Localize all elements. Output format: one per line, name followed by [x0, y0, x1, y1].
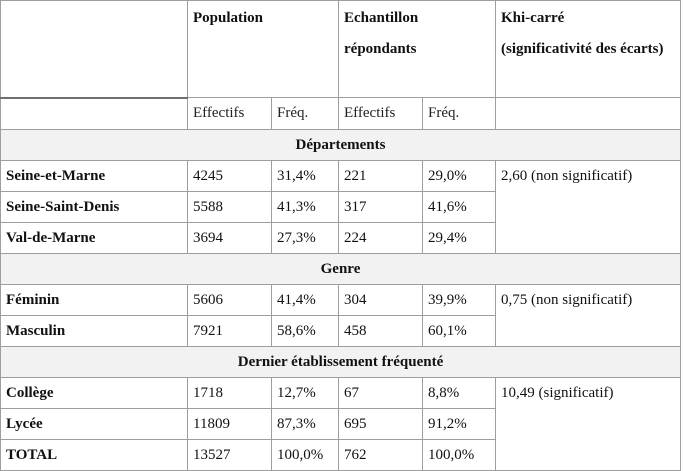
header-sample — [339, 1, 496, 98]
ech-effectifs-cell: 67 — [339, 377, 423, 408]
ech-freq-cell: 100,0% — [423, 439, 496, 470]
header-population-label: Population — [193, 10, 264, 26]
ech-effectifs-cell: 458 — [339, 315, 423, 346]
subheader-ech-freq: Fréq. — [423, 98, 496, 130]
pop-effectifs-cell: 11809 — [188, 408, 272, 439]
ech-freq-cell: 41,6% — [423, 191, 496, 222]
header-khi-line2a: (significativité — [501, 41, 592, 57]
header-population — [188, 1, 339, 98]
ech-effectifs-cell: 695 — [339, 408, 423, 439]
row-label: Seine-et-Marne — [1, 160, 188, 191]
header-corner-cell — [1, 1, 188, 98]
ech-effectifs-cell: 317 — [339, 191, 423, 222]
section-title: Départements — [1, 129, 681, 160]
section-title: Dernier établissement fréquenté — [1, 346, 681, 377]
table-row — [1, 160, 681, 191]
section-title: Genre — [1, 253, 681, 284]
header-khi-line2 — [501, 41, 620, 57]
khi-cell: 0,75 (non significatif) — [496, 284, 681, 346]
pop-freq-cell: 12,7% — [272, 377, 339, 408]
header-khi-line2b: des — [595, 41, 617, 57]
ech-effectifs-cell: 762 — [339, 439, 423, 470]
header-sample-line1: Echantillon — [344, 10, 419, 26]
ech-freq-cell: 39,9% — [423, 284, 496, 315]
subheader-pop-effectifs: Effectifs — [188, 98, 272, 130]
pop-freq-cell: 41,3% — [272, 191, 339, 222]
pop-effectifs-cell: 3694 — [188, 222, 272, 253]
khi-cell: 2,60 (non significatif) — [496, 160, 681, 253]
ech-freq-cell: 91,2% — [423, 408, 496, 439]
pop-freq-cell: 27,3% — [272, 222, 339, 253]
subheader-khi-empty — [496, 98, 681, 130]
row-label: Lycée — [1, 408, 188, 439]
pop-effectifs-cell: 4245 — [188, 160, 272, 191]
pop-effectifs-cell: 5588 — [188, 191, 272, 222]
subheader-row — [1, 98, 681, 130]
row-label: Collège — [1, 377, 188, 408]
header-khi-line3: écarts) — [620, 41, 664, 57]
pop-freq-cell: 31,4% — [272, 160, 339, 191]
row-label: Seine-Saint-Denis — [1, 191, 188, 222]
row-label: Val-de-Marne — [1, 222, 188, 253]
khi-cell: 10,49 (significatif) — [496, 377, 681, 470]
row-label: Masculin — [1, 315, 188, 346]
pop-effectifs-cell: 1718 — [188, 377, 272, 408]
header-khi-line1: Khi-carré — [501, 10, 565, 26]
ech-freq-cell: 8,8% — [423, 377, 496, 408]
header-khi — [496, 1, 681, 98]
subheader-empty — [1, 98, 188, 130]
row-label: Féminin — [1, 284, 188, 315]
ech-freq-cell: 29,0% — [423, 160, 496, 191]
pop-freq-cell: 41,4% — [272, 284, 339, 315]
pop-effectifs-cell: 13527 — [188, 439, 272, 470]
ech-freq-cell: 29,4% — [423, 222, 496, 253]
ech-effectifs-cell: 221 — [339, 160, 423, 191]
pop-freq-cell: 100,0% — [272, 439, 339, 470]
ech-effectifs-cell: 304 — [339, 284, 423, 315]
ech-effectifs-cell: 224 — [339, 222, 423, 253]
subheader-pop-freq: Fréq. — [272, 98, 339, 130]
header-row — [1, 1, 681, 98]
subheader-ech-effectifs: Effectifs — [339, 98, 423, 130]
pop-effectifs-cell: 5606 — [188, 284, 272, 315]
section-row-genre — [1, 253, 681, 284]
pop-freq-cell: 58,6% — [272, 315, 339, 346]
table-row — [1, 284, 681, 315]
table-row — [1, 377, 681, 408]
pop-effectifs-cell: 7921 — [188, 315, 272, 346]
row-label: TOTAL — [1, 439, 188, 470]
pop-freq-cell: 87,3% — [272, 408, 339, 439]
section-row-etablissement — [1, 346, 681, 377]
header-sample-line2: répondants — [344, 41, 417, 57]
section-row-departements — [1, 129, 681, 160]
ech-freq-cell: 60,1% — [423, 315, 496, 346]
